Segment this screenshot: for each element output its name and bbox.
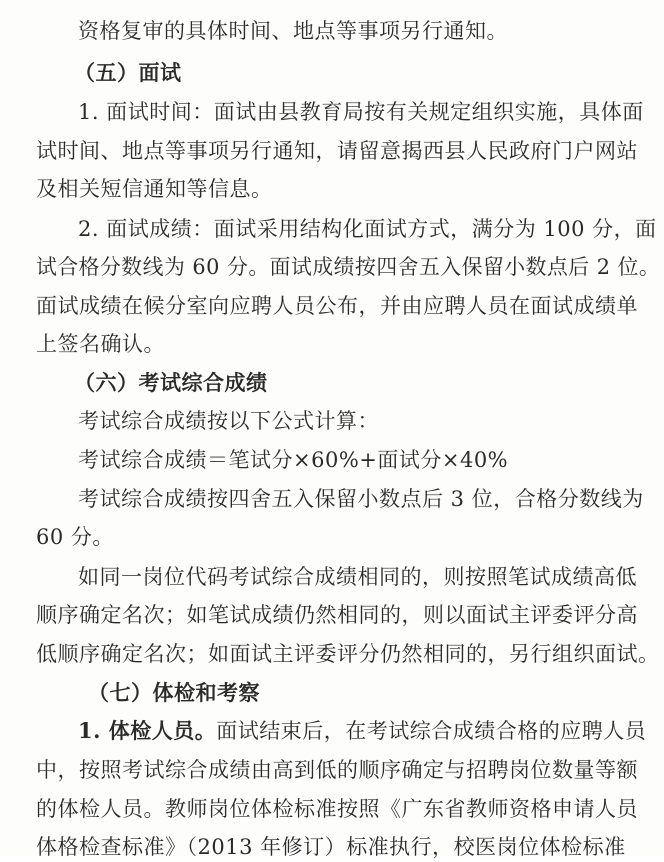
text-run: 面试结束后，在考试综合成绩合格的应聘人员 (216, 719, 647, 743)
text-line: 上签名确认。 (36, 332, 165, 356)
text-line: 考试综合成绩按四舍五入保留小数点后 3 位，合格分数线为 (78, 487, 644, 511)
section-heading-medical-exam: （七）体检和考察 (88, 680, 260, 705)
text-line (78, 716, 646, 746)
text-line: 试合格分数线为 60 分。面试成绩按四舍五入保留小数点后 2 位。 (36, 255, 661, 279)
text-line: 1. 面试时间：面试由县教育局按有关规定组织实施，具体面 (78, 100, 644, 124)
text-line: 的体检人员。教师岗位体检标准按照《广东省教师资格申请人员 (36, 797, 638, 821)
section-heading-interview: （五）面试 (74, 60, 182, 85)
text-line: 及相关短信通知等信息。 (36, 177, 273, 201)
text-line: 面试成绩在候分室向应聘人员公布，并由应聘人员在面试成绩单 (36, 294, 638, 318)
text-line: 资格复审的具体时间、地点等事项另行通知。 (78, 19, 508, 43)
text-line: 试时间、地点等事项另行通知，请留意揭西县人民政府门户网站 (36, 139, 638, 163)
text-line: 2. 面试成绩：面试采用结构化面试方式，满分为 100 分，面 (78, 217, 657, 241)
text-line: 体格检查标准》（2013 年修订）标准执行，校医岗位体检标准 (36, 835, 626, 859)
formula-line: 考试综合成绩＝笔试分×60%+面试分×40% (78, 448, 509, 472)
text-line: 低顺序确定名次；如面试主评委评分仍然相同的，另行组织面试。 (36, 642, 660, 666)
text-line: 如同一岗位代码考试综合成绩相同的，则按照笔试成绩高低 (78, 565, 637, 589)
text-line: 中，按照考试综合成绩由高到低的顺序确定与招聘岗位数量等额 (36, 758, 638, 782)
text-line: 顺序确定名次；如笔试成绩仍然相同的，则以面试主评委评分高 (36, 603, 638, 627)
section-heading-composite-score: （六）考试综合成绩 (74, 370, 268, 395)
text-line: 考试综合成绩按以下公式计算： (78, 409, 379, 433)
subheading-medical-exam-personnel: 1. 体检人员。 (78, 718, 217, 743)
text-line: 60 分。 (36, 525, 114, 549)
